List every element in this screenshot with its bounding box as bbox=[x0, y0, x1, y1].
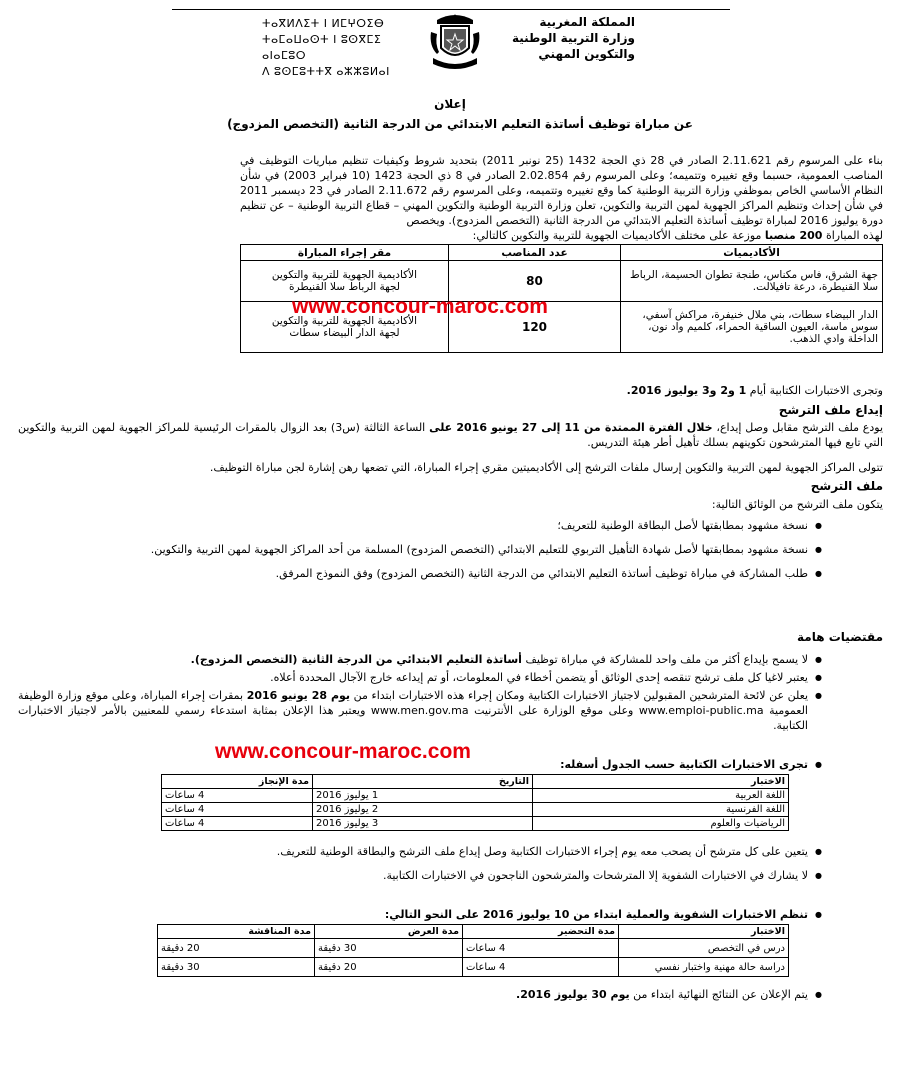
oral-presentation: 30 دقيقة bbox=[315, 939, 463, 958]
kingdom-name: المملكة المغربية bbox=[539, 15, 635, 29]
ministry-name-1: وزارة التربية الوطنية bbox=[511, 31, 635, 45]
watermark-1: www.concour-maroc.com bbox=[292, 295, 548, 318]
final-results-list bbox=[240, 987, 822, 1002]
written-table-header bbox=[162, 775, 789, 789]
announcement-subtitle: عن مباراة توظيف أساتذة التعليم الابتدائي من الدرجة الثانية (التخصص المزدوج) bbox=[227, 117, 693, 131]
header-arabic bbox=[497, 14, 635, 62]
col-presentation: مدة العرض bbox=[315, 925, 463, 939]
row-venue-line-1: الأكاديمية الجهوية للتربية والتكوين bbox=[271, 269, 418, 281]
col-venue: مقر إجراء المباراة bbox=[241, 245, 449, 261]
deposit-transfer: تتولى المراكز الجهوية لمهن التربية والتكوين إرسال ملفات الترشح إلى الأكاديميتين مقري إجراء المباراة، التي تضعها رهن إشارة لجن مباراة التوظيف. bbox=[209, 461, 883, 474]
intro-positions-before: لهذه المباراة bbox=[825, 229, 883, 242]
important-3-a: يعلن عن لائحة المترشحين المقبولين لاجتياز الاختبارات الكتابية ومكان إجراء هذه الاختبارات ابتداء من bbox=[353, 689, 809, 702]
deposit-text-c: الساعة الثالثة (س3) بعد الزوال بالمقرات الرئيسية للمراكز الجهوية لمهن التربية والتكوين التي تابع فيها المترشحون تكوينهم بسلك تأهيل أطر هيئة التدريس. bbox=[18, 421, 883, 449]
deposit-heading: إيداع ملف الترشح bbox=[778, 403, 883, 417]
oral-discussion: 20 دقيقة bbox=[158, 939, 315, 958]
oral-prep: 4 ساعات bbox=[463, 958, 619, 977]
table-row bbox=[162, 789, 789, 803]
list-item: ● لا يشارك في الاختبارات الشفوية إلا المترشحات والمترشحون الناجحون في الاختبارات الكتابية. bbox=[18, 868, 808, 883]
written-exams-table bbox=[161, 774, 789, 831]
exam-date: 2 يوليوز 2016 bbox=[313, 803, 533, 817]
announcement-title: إعلان bbox=[434, 97, 466, 111]
final-results-wrap bbox=[240, 987, 822, 1005]
list-item: ● طلب المشاركة في مباراة توظيف أساتذة التعليم الابتدائي من الدرجة الثانية (التخصص المزدوج) وفق النموذج المرفق. bbox=[20, 566, 808, 581]
intro-paragraph: بناء على المرسوم رقم 2.11.621 الصادر في 28 ذي الحجة 1432 (25 نونبر 2011) بتحديد شروط وكيفيات تنظيم مباريات التوظيف في المناصب العمومية، حسبما وقع تغييره وتتميمه؛ وعلى المرسوم رقم 2.02.854 الصادر في 8 ذي الحجة 1423 (10 فبراير 2003) في شأن النظام الأساسي الخاص بموظفي وزارة التربية الوطنية كما وقع تغييره وتتميمه، وعلى المرسوم رقم 2.11.672 الصادر في 23 ديسمبر 2011 في شأن إحداث وتنظيم المراكز الجهوية لمهن التربية والتكوين، تعلن وزارة التربية الوطنية والتكوين المهني – قطاع التربية الوطنية – عن تنظيم دورة يوليوز 2016 لمباراة توظيف أساتذة التعليم الابتدائي من الدرجة الثانية (التخصص المزدوج). ويخصص bbox=[240, 154, 884, 227]
dossier-intro: يتكون ملف الترشح من الوثائق التالية: bbox=[711, 498, 883, 511]
list-item: ● نسخة مشهود بمطابقتها لأصل البطاقة الوطنية للتعريف؛ bbox=[20, 518, 808, 533]
oral-heading-wrap bbox=[240, 907, 822, 925]
dossier-list-wrap bbox=[20, 518, 822, 584]
important-1-a: لا يسمح بإيداع أكثر من ملف واحد للمشاركة في مباراة توظيف bbox=[525, 653, 808, 666]
col-prep: مدة التحضير bbox=[463, 925, 619, 939]
important-list bbox=[18, 652, 822, 733]
table-row bbox=[158, 958, 789, 977]
row-academies: جهة الشرق، فاس مكناس، طنجة تطوان الحسيمة، الرباط سلا القنيطرة، درعة تافيلالت. bbox=[621, 261, 883, 302]
important-list-2 bbox=[18, 844, 822, 883]
list-item bbox=[18, 652, 808, 667]
dossier-heading: ملف الترشح bbox=[810, 479, 883, 493]
exam-dates-line bbox=[240, 383, 883, 398]
row-academies: الدار البيضاء سطات، بني ملال خنيفرة، مراكش آسفي، سوس ماسة، العيون الساقية الحمراء، كلميم واد نون، الداخلة وادي الذهب. bbox=[621, 302, 883, 353]
oral-exams-table bbox=[157, 924, 789, 977]
col-discussion: مدة المناقشة bbox=[158, 925, 315, 939]
oral-prep: 4 ساعات bbox=[463, 939, 619, 958]
table-row bbox=[162, 803, 789, 817]
deposit-paragraph bbox=[18, 420, 883, 450]
exam-date: 3 يوليوز 2016 bbox=[313, 817, 533, 831]
dossier-list bbox=[20, 518, 822, 581]
intro-positions-after: موزعة على مختلف الأكاديميات الجهوية للتربية والتكوين كالتالي: bbox=[472, 229, 762, 242]
deposit-period: خلال الفترة الممتدة من 11 إلى 27 يونيو 2016 على bbox=[429, 421, 713, 434]
exam-duration: 4 ساعات bbox=[162, 789, 313, 803]
positions-table-header bbox=[241, 245, 883, 261]
ministry-name-2: والتكوين المهني bbox=[538, 47, 635, 61]
oral-exam-name: درس في التخصص bbox=[619, 939, 789, 958]
list-item bbox=[240, 987, 808, 1002]
important-3-b: يوم 28 يونيو 2016 bbox=[246, 689, 351, 702]
row-venue-line-2: لجهة الرباط سلا القنيطرة bbox=[289, 281, 400, 293]
row-venue-line-1: الأكاديمية الجهوية للتربية والتكوين bbox=[271, 315, 418, 327]
important-list-2-wrap bbox=[18, 844, 822, 886]
exam-name: اللغة العربية bbox=[533, 789, 789, 803]
col-academies: الأكاديميات bbox=[621, 245, 883, 261]
table-row bbox=[158, 939, 789, 958]
exam-duration: 4 ساعات bbox=[162, 803, 313, 817]
final-results-b: يوم 30 يوليوز 2016. bbox=[516, 988, 630, 1001]
important-heading: مقتضيات هامة bbox=[797, 630, 883, 644]
row-venue-line-2: لجهة الدار البيضاء سطات bbox=[289, 327, 400, 339]
col-exam: الاختبار bbox=[533, 775, 789, 789]
deposit-text-a: يودع ملف الترشح مقابل وصل إيداع، bbox=[716, 421, 884, 434]
oral-heading-list bbox=[240, 907, 822, 922]
list-item: ● يعتبر لاغيا كل ملف ترشح تنقصه إحدى الوثائق أو يتضمن أخطاء في المعلومات، أو تم إيداعه خارج الآجال المحددة أعلاه. bbox=[18, 670, 808, 685]
col-duration: مدة الإنجاز bbox=[162, 775, 313, 789]
exam-name: الرياضيات والعلوم bbox=[533, 817, 789, 831]
row-count: 80 bbox=[449, 261, 621, 302]
intro-positions-line bbox=[240, 228, 883, 243]
tifinagh-line-2: ⵜⴰⵎⴰⵡⴰⵙⵜ ⵏ ⵓⵙⴳⵎⵉ ⴰⵏⴰⵎⵓⵔ bbox=[262, 33, 382, 62]
tifinagh-line-3: ⴷ ⵓⵙⵎⵓⵜⵜⴳ ⴰⵣⵣⵓⵍⴰⵏ bbox=[262, 65, 390, 78]
header-top-rule bbox=[172, 9, 730, 10]
oral-presentation: 20 دقيقة bbox=[315, 958, 463, 977]
important-3-c: بمقرات إجراء المباراة، وعلى موقع وزارة الوظيفة العمومية www.emploi-public.ma وعلى موقع الوزارة على الأنترنيت www.men.gov.ma ويعتبر هذا الإعلان بمثابة استدعاء رسمي للمعنيين بالأمر لاجتياز الاختبارات الكتابية. bbox=[18, 689, 808, 732]
list-item: ● نسخة مشهود بمطابقتها لأصل شهادة التأهيل التربوي للتعليم الابتدائي (التخصص المزدوج) المسلمة من أحد المراكز الجهوية لمهن التربية والتكوين. bbox=[20, 542, 808, 557]
oral-discussion: 30 دقيقة bbox=[158, 958, 315, 977]
row-count: 120 bbox=[449, 302, 621, 353]
exam-name: اللغة الفرنسية bbox=[533, 803, 789, 817]
written-heading-list bbox=[240, 757, 822, 772]
list-item: ● يتعين على كل مترشح أن يصحب معه يوم إجراء الاختبارات الكتابية وصل إيداع ملف الترشح والبطاقة الوطنية للتعريف. bbox=[18, 844, 808, 859]
exam-dates-before: وتجرى الاختبارات الكتابية أيام bbox=[749, 384, 883, 397]
important-list-wrap bbox=[18, 652, 822, 736]
tifinagh-line-1: ⵜⴰⴳⵍⴷⵉⵜ ⵏ ⵍⵎⵖⵔⵉⴱ bbox=[262, 17, 385, 30]
header-tifinagh bbox=[262, 16, 412, 80]
col-date: التاريخ bbox=[313, 775, 533, 789]
col-exam: الاختبار bbox=[619, 925, 789, 939]
oral-exams-heading: ● تنظم الاختبارات الشفوية والعملية ابتداء من 10 يوليوز 2016 على النحو التالي: bbox=[240, 907, 808, 922]
exam-duration: 4 ساعات bbox=[162, 817, 313, 831]
moroccan-emblem-icon bbox=[427, 12, 483, 74]
col-count: عدد المناصب bbox=[449, 245, 621, 261]
intro-positions-total: 200 منصبا bbox=[764, 229, 823, 242]
oral-table-header bbox=[158, 925, 789, 939]
list-item bbox=[18, 688, 808, 733]
important-1-b: أساتذة التعليم الابتدائي من الدرجة الثانية (التخصص المزدوج). bbox=[190, 653, 522, 666]
exam-date: 1 يوليوز 2016 bbox=[313, 789, 533, 803]
exam-dates-bold: 1 و2 و3 يوليوز 2016. bbox=[626, 384, 747, 397]
oral-exam-name: دراسة حالة مهنية واختبار نفسي bbox=[619, 958, 789, 977]
final-results-a: يتم الإعلان عن النتائج النهائية ابتداء من bbox=[633, 988, 808, 1001]
watermark-2: www.concour-maroc.com bbox=[215, 740, 471, 763]
table-row bbox=[162, 817, 789, 831]
written-exams-heading: ● تجرى الاختبارات الكتابية حسب الجدول أسفله: bbox=[240, 757, 808, 772]
written-heading-wrap bbox=[240, 757, 822, 775]
